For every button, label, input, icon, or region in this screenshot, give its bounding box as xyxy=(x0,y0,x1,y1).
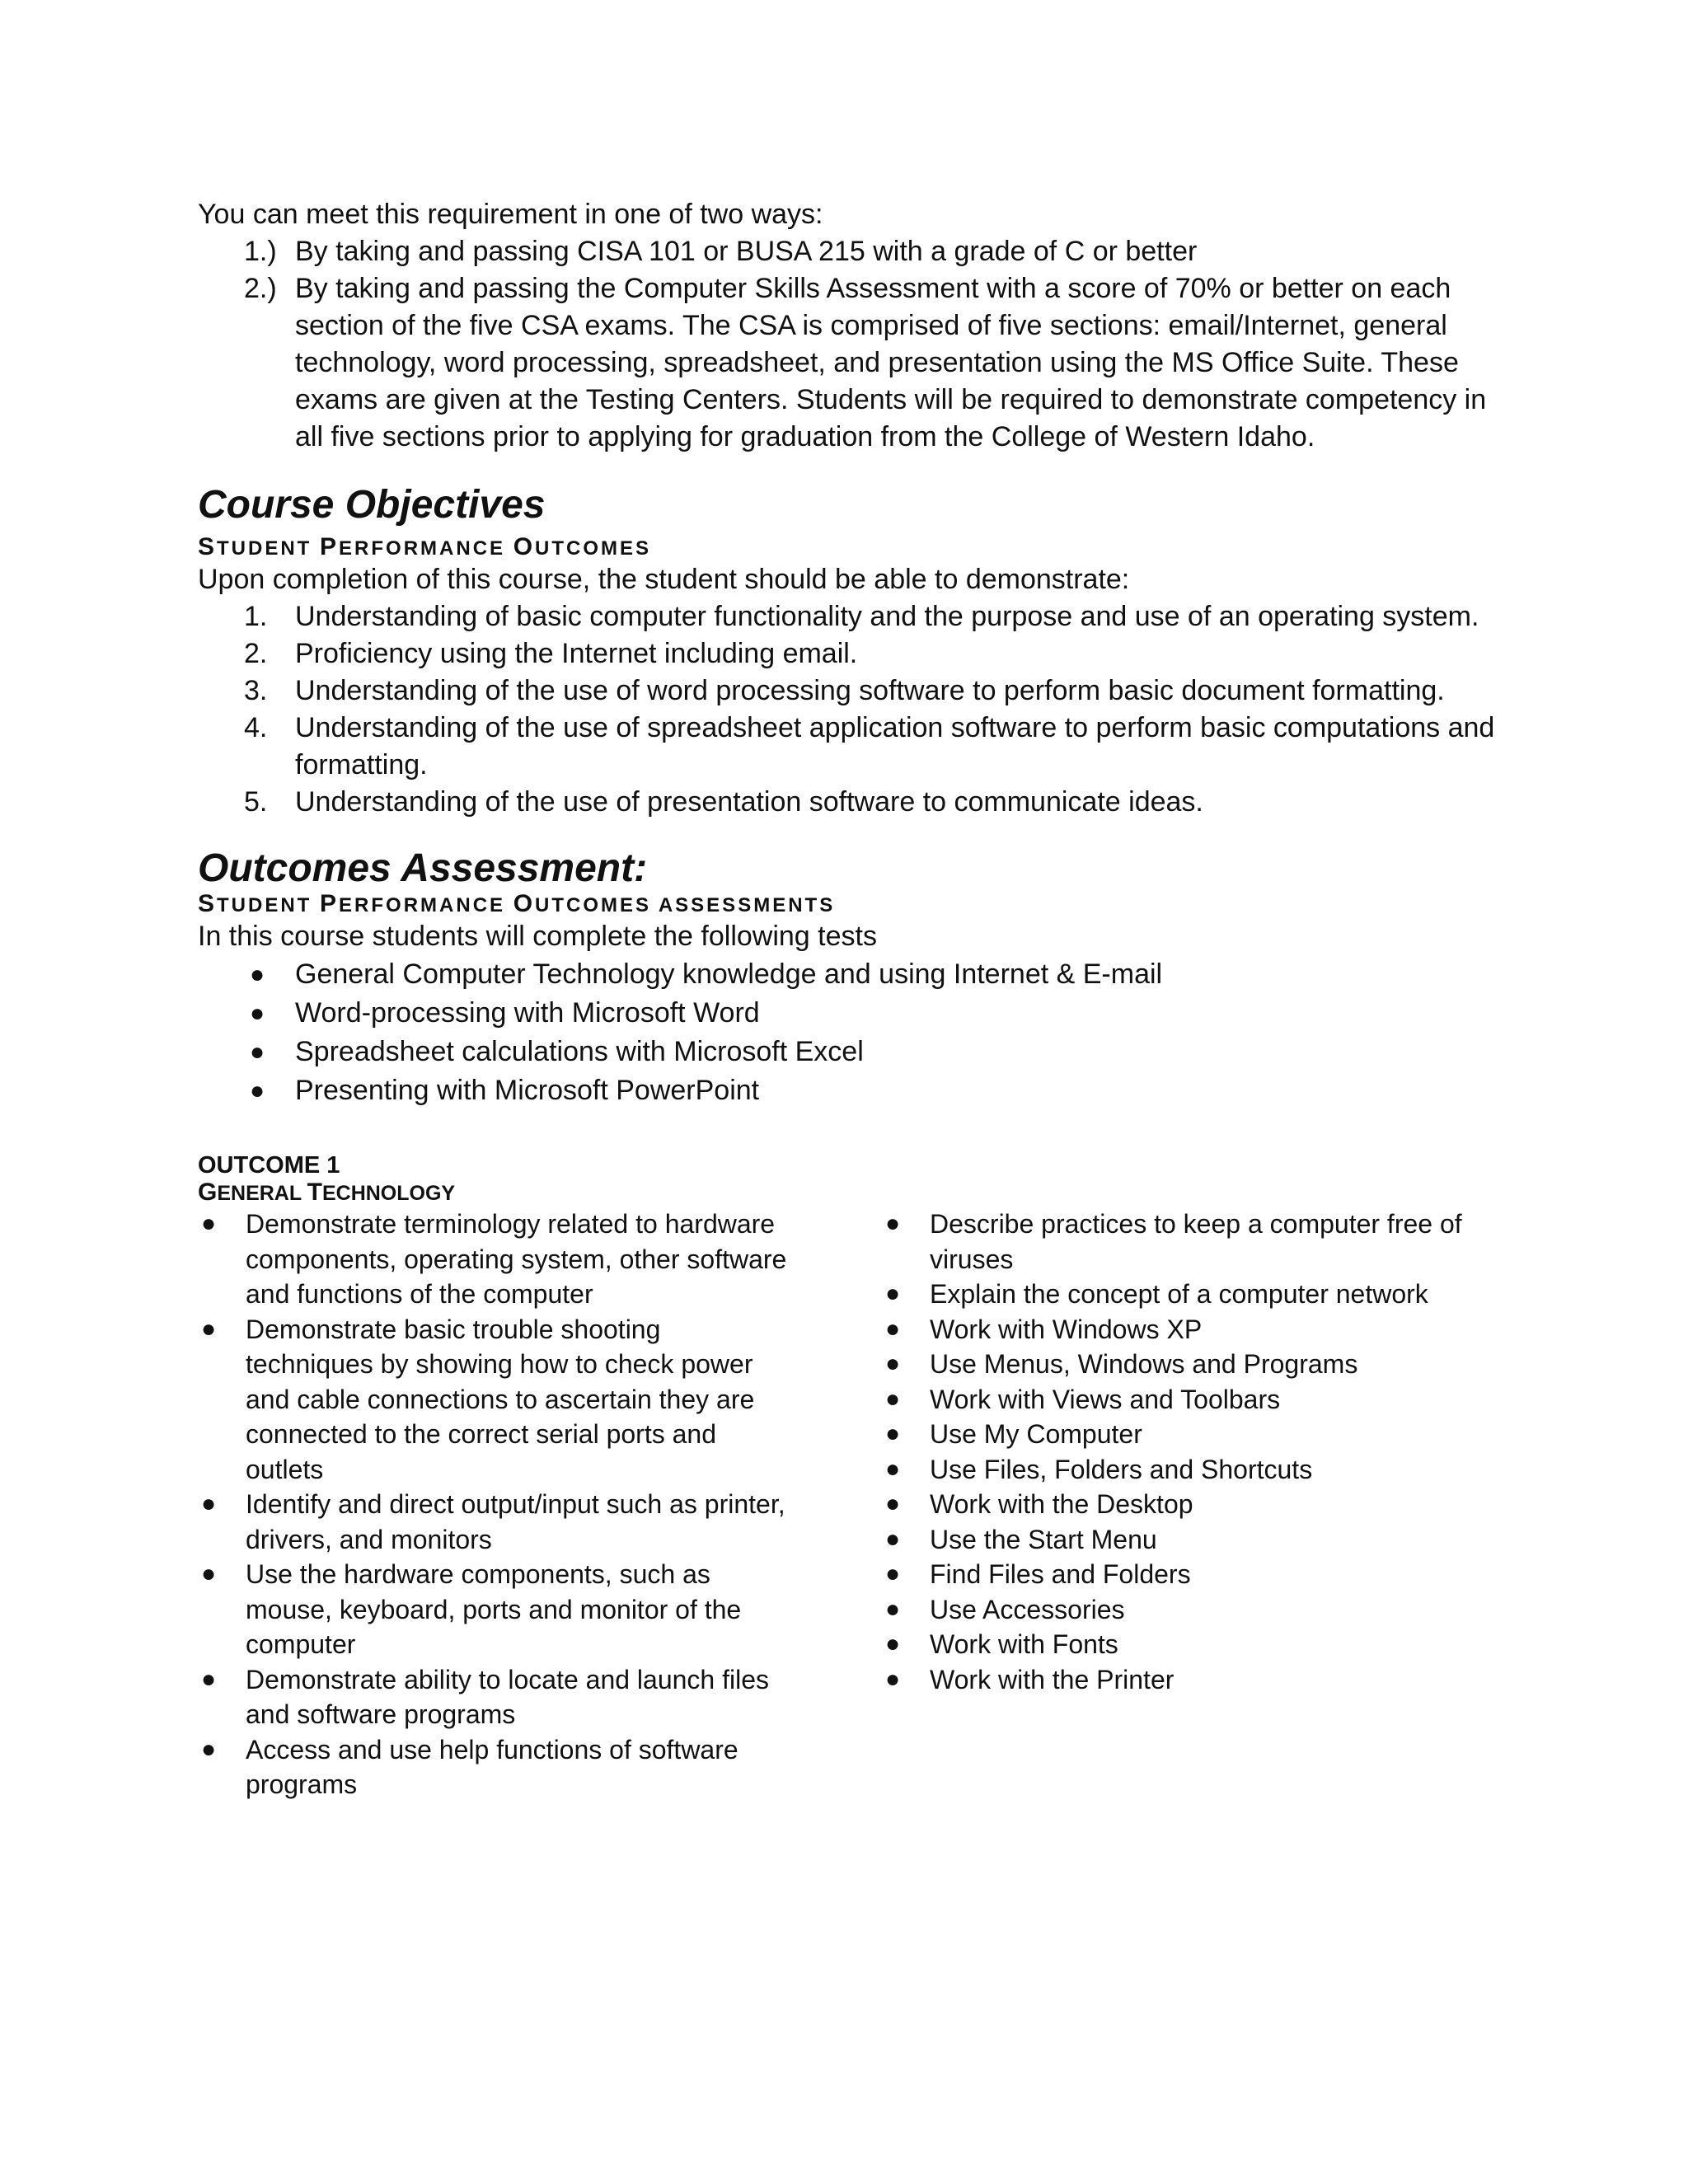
outcome-item: ● Demonstrate ability to locate and launch files and software programs xyxy=(198,1662,791,1732)
bullet-icon: ● xyxy=(885,1280,901,1307)
outcome-item: ● Find Files and Folders xyxy=(882,1557,1500,1592)
requirement-intro: You can meet this requirement in one of two ways: xyxy=(198,199,823,230)
outcome-list xyxy=(198,1207,791,1802)
bullet-icon: ● xyxy=(885,1210,901,1237)
outcome-item: ● Use Accessories xyxy=(882,1592,1500,1628)
outcome-1-title: OUTCOME 1 xyxy=(198,1152,340,1179)
document-page xyxy=(198,196,1500,1799)
list-text: Understanding of the use of presentation software to communicate ideas. xyxy=(295,786,1203,818)
list-number: 2.) xyxy=(244,273,277,304)
outcome-item: ● Work with the Printer xyxy=(882,1662,1500,1698)
bullet-icon: ● xyxy=(885,1525,901,1553)
outcome-list xyxy=(882,1207,1500,1697)
bullet-icon: ● xyxy=(885,1420,901,1447)
test-item: ● Presenting with Microsoft PowerPoint xyxy=(198,1071,1500,1110)
bullet-icon: ● xyxy=(885,1665,901,1693)
bullet-icon: ● xyxy=(201,1560,217,1587)
bullet-icon: ● xyxy=(201,1665,217,1693)
bullet-icon: ● xyxy=(201,1490,217,1517)
list-text: Understanding of the use of word processing software to perform basic document formatting. xyxy=(295,675,1445,706)
requirement-list xyxy=(198,233,1500,456)
outcome-item: ● Access and use help functions of software programs xyxy=(198,1732,791,1802)
outcome-item: ● Identify and direct output/input such as printer, drivers, and monitors xyxy=(198,1487,791,1557)
outcome-item: ● Use the Start Menu xyxy=(882,1522,1500,1558)
objective-item xyxy=(198,598,1500,635)
list-text: Proficiency using the Internet including email. xyxy=(295,638,858,669)
outcome-item: ● Use Files, Folders and Shortcuts xyxy=(882,1452,1500,1488)
list-number: 3. xyxy=(244,675,268,706)
test-item: ● Spreadsheet calculations with Microsoft Excel xyxy=(198,1033,1500,1071)
bullet-icon: ● xyxy=(201,1210,217,1237)
bullet-icon: ● xyxy=(201,1735,217,1763)
list-number: 2. xyxy=(244,638,268,669)
list-number: 1.) xyxy=(244,236,277,267)
course-objectives-heading: Course Objectives xyxy=(198,483,546,527)
bullet-icon: ● xyxy=(885,1385,901,1413)
list-text: By taking and passing the Computer Skills Assessment with a score of 70% or better on each section of the five CSA exams. The CSA is comprised of five sections: email/Internet, general technology, word processing, spreadsheet, and presentation using the MS Office Suite. These exams are given at the Testing Centers. Students will be required to demonstrate competency in all five sections prior to applying for graduation from the College of Western Idaho. xyxy=(295,273,1487,452)
bullet-icon: ● xyxy=(250,961,265,988)
bullet-icon: ● xyxy=(885,1315,901,1343)
list-text: Understanding of the use of spreadsheet application software to perform basic computations and formatting. xyxy=(295,712,1495,780)
objectives-list xyxy=(198,598,1500,821)
list-text: By taking and passing CISA 101 or BUSA 215 with a grade of C or better xyxy=(295,236,1198,267)
list-number: 1. xyxy=(244,601,268,632)
outcome-1-right-column xyxy=(882,1207,1500,1697)
outcome-item: ● Use My Computer xyxy=(882,1417,1500,1452)
bullet-icon: ● xyxy=(885,1595,901,1623)
list-number: 5. xyxy=(244,786,268,818)
requirement-item xyxy=(198,233,1500,270)
objectives-lead: Upon completion of this course, the student should be able to demonstrate: xyxy=(198,564,1130,595)
outcome-item: ● Demonstrate basic trouble shooting techniques by showing how to check power and cable connections to ascertain they are connected to the correct serial ports and outlets xyxy=(198,1312,791,1488)
requirement-item xyxy=(198,270,1500,456)
list-number: 4. xyxy=(244,712,268,743)
outcome-item: ● Explain the concept of a computer network xyxy=(882,1277,1500,1312)
bullet-icon: ● xyxy=(885,1350,901,1377)
outcome-item: ● Use Menus, Windows and Programs xyxy=(882,1347,1500,1382)
objective-item xyxy=(198,710,1500,784)
bullet-icon: ● xyxy=(885,1630,901,1657)
outcome-item: ● Describe practices to keep a computer free of viruses xyxy=(882,1207,1500,1277)
test-item: ● General Computer Technology knowledge and using Internet & E-mail xyxy=(198,955,1500,994)
objective-item xyxy=(198,635,1500,673)
objective-item xyxy=(198,673,1500,710)
list-text: Understanding of basic computer functionality and the purpose and use of an operating system. xyxy=(295,601,1479,632)
outcomes-assessment-heading: Outcomes Assessment: xyxy=(198,846,648,890)
tests-list xyxy=(198,955,1500,1110)
test-item: ● Word-processing with Microsoft Word xyxy=(198,994,1500,1033)
general-technology-subheading: GENERAL TECHNOLOGY xyxy=(198,1179,456,1206)
bullet-icon: ● xyxy=(885,1455,901,1483)
student-performance-outcomes-subheading: STUDENT PERFORMANCE OUTCOMES xyxy=(198,533,652,560)
assessments-subheading: STUDENT PERFORMANCE OUTCOMES ASSESSMENTS xyxy=(198,890,836,917)
outcome-item: ● Demonstrate terminology related to hardware components, operating system, other software and functions of the computer xyxy=(198,1207,791,1312)
bullet-icon: ● xyxy=(201,1315,217,1343)
bullet-icon: ● xyxy=(885,1560,901,1587)
objective-item xyxy=(198,784,1500,821)
outcome-item: ● Work with Fonts xyxy=(882,1627,1500,1662)
outcome-item: ● Work with the Desktop xyxy=(882,1487,1500,1522)
outcome-1-left-column xyxy=(198,1207,791,1802)
outcome-item: ● Work with Windows XP xyxy=(882,1312,1500,1347)
outcome-item: ● Use the hardware components, such as mouse, keyboard, ports and monitor of the computer xyxy=(198,1557,791,1662)
bullet-icon: ● xyxy=(885,1490,901,1517)
bullet-icon: ● xyxy=(250,1077,265,1104)
bullet-icon: ● xyxy=(250,1000,265,1027)
bullet-icon: ● xyxy=(250,1038,265,1066)
outcome-item: ● Work with Views and Toolbars xyxy=(882,1382,1500,1418)
assessment-lead: In this course students will complete the following tests xyxy=(198,921,877,952)
